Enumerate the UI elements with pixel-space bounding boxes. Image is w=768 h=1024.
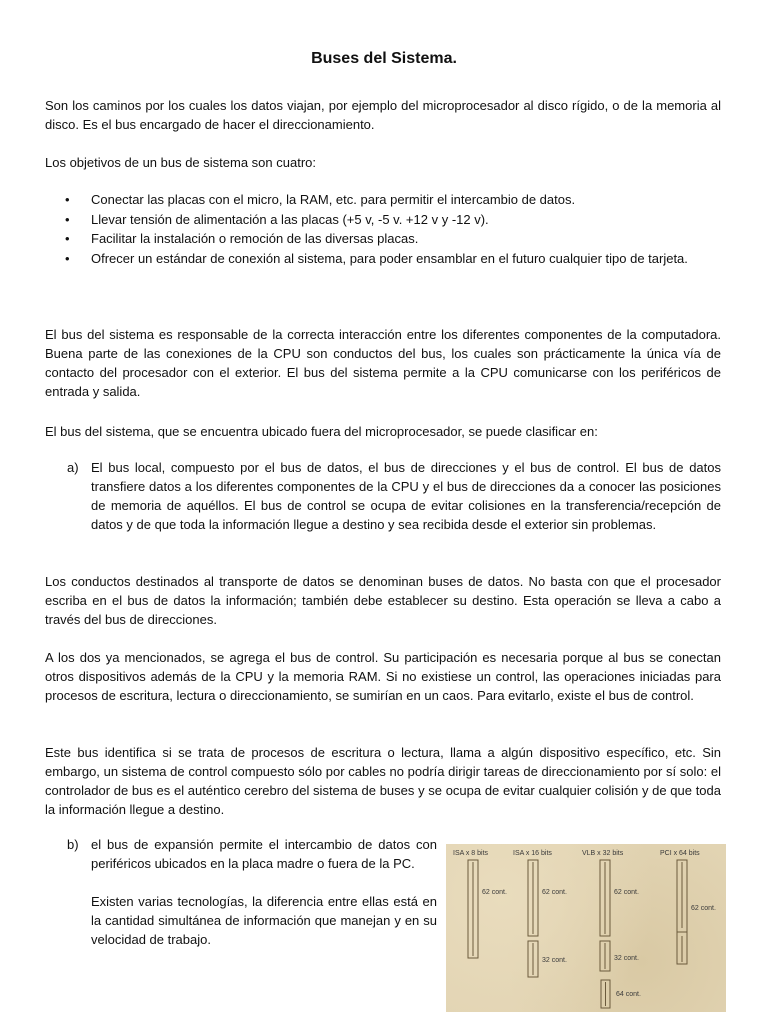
identification-paragraph: Este bus identifica si se trata de procesos de escritura o lectura, llama a algún dispositivo específico, etc. Sin embargo, un sistema de control compuesto sólo por cables no podría dirigir tareas de direccionamiento por sí solo: el controlador de bus es el auténtico cerebro del sistema de buses y se ocupa de evitar cualquier colisión y de que toda la información llegue a destino.	[45, 745, 721, 817]
bullet-glyph: •	[65, 231, 70, 246]
bullet-glyph: •	[65, 192, 70, 207]
isa8-header: ISA x 8 bits	[453, 850, 489, 857]
isa8-contacts-label: 62 cont.	[482, 889, 507, 896]
intro-paragraph: Son los caminos por los cuales los datos viajan, por ejemplo del microprocesador al disco rígido, o de la memoria al disco. Es el bus encargado de hacer el direccionamiento.	[45, 98, 721, 132]
list-item: • Conectar las placas con el micro, la RAM, etc. para permitir el intercambio de datos.	[45, 190, 721, 210]
item-b	[45, 835, 437, 949]
control-bus-paragraph: A los dos ya mencionados, se agrega el bus de control. Su participación es necesaria porque al bus se conectan otros dispositivos además de la CPU y la memoria RAM. Si no existiese un control, las operaciones iniciadas para procesos de escritura, lectura o direccionamiento, se sumirían en un caos. Para evitarlo, existe el bus de control.	[45, 650, 721, 703]
vlb-contacts-label: 62 cont.	[614, 889, 639, 896]
item-b-text: el bus de expansión permite el intercambio de datos con periféricos ubicados en la placa madre o fuera de la PC.	[91, 837, 437, 871]
bullet-glyph: •	[65, 250, 70, 266]
pci-header: PCI x 64 bits	[660, 850, 700, 857]
vlb-header: VLB x 32 bits	[582, 850, 624, 857]
pci-contacts-label: 62 cont.	[691, 905, 716, 912]
item-a-marker: a)	[67, 460, 79, 475]
item-b-marker: b)	[67, 837, 79, 852]
isa16-header: ISA x 16 bits	[513, 850, 552, 857]
bus-slots-figure	[446, 844, 726, 1012]
data-bus-paragraph: Los conductos destinados al transporte de datos se denominan buses de datos. No basta con que el procesador escriba en el bus de datos la información; también debe establecer su destino. Esta operación se lleva a cabo a través del bus de direcciones.	[45, 574, 721, 627]
item-a-text: El bus local, compuesto por el bus de datos, el bus de direcciones y el bus de control. El bus de datos transfiere datos a los diferentes componentes de la CPU y el bus de direcciones da a conocer las posiciones de memoria de aquéllos. El bus de control se ocupa de evitar colisiones en la transferencia/recepción de datos y de que toda la información llegue a destino y sea recibida desde el exterior sin problemas.	[91, 460, 721, 532]
vlb-mid-contacts-label: 32 cont.	[614, 955, 639, 962]
responsibility-paragraph: El bus del sistema es responsable de la correcta interacción entre los diferentes componentes de la computadora. Buena parte de las conexiones de la CPU son conductos del bus, los cuales son prácticamente la única vía de contacto del procesador con el exterior. El bus del sistema permite a la CPU comunicarse con los periféricos de entrada y salida.	[45, 327, 721, 399]
list-item: • Facilitar la instalación o remoción de las diversas placas.	[45, 229, 721, 249]
item-a	[45, 458, 721, 534]
list-item: • Ofrecer un estándar de conexión al sistema, para poder ensamblar en el futuro cualquier tipo de tarjeta.	[45, 249, 721, 269]
bullet-glyph: •	[65, 211, 70, 227]
isa16-ext-contacts-label: 32 cont.	[542, 957, 567, 964]
isa16-contacts-label: 62 cont.	[542, 889, 567, 896]
item-b-text-2: Existen varias tecnologías, la diferencia entre ellas está en la cantidad simultánea de información que manejan y en su velocidad de trabajo.	[91, 894, 437, 947]
vlb-ext-contacts-label: 64 cont.	[616, 991, 641, 998]
objectives-lead: Los objetivos de un bus de sistema son cuatro:	[45, 155, 316, 170]
classification-paragraph: El bus del sistema, que se encuentra ubicado fuera del microprocesador, se puede clasificar en:	[45, 424, 598, 439]
page-title: Buses del Sistema.	[311, 50, 457, 67]
bus-slots-diagram	[446, 844, 726, 1012]
list-item: • Llevar tensión de alimentación a las placas (+5 v, -5 v. +12 v y -12 v).	[45, 210, 721, 230]
objectives-list	[45, 190, 721, 268]
